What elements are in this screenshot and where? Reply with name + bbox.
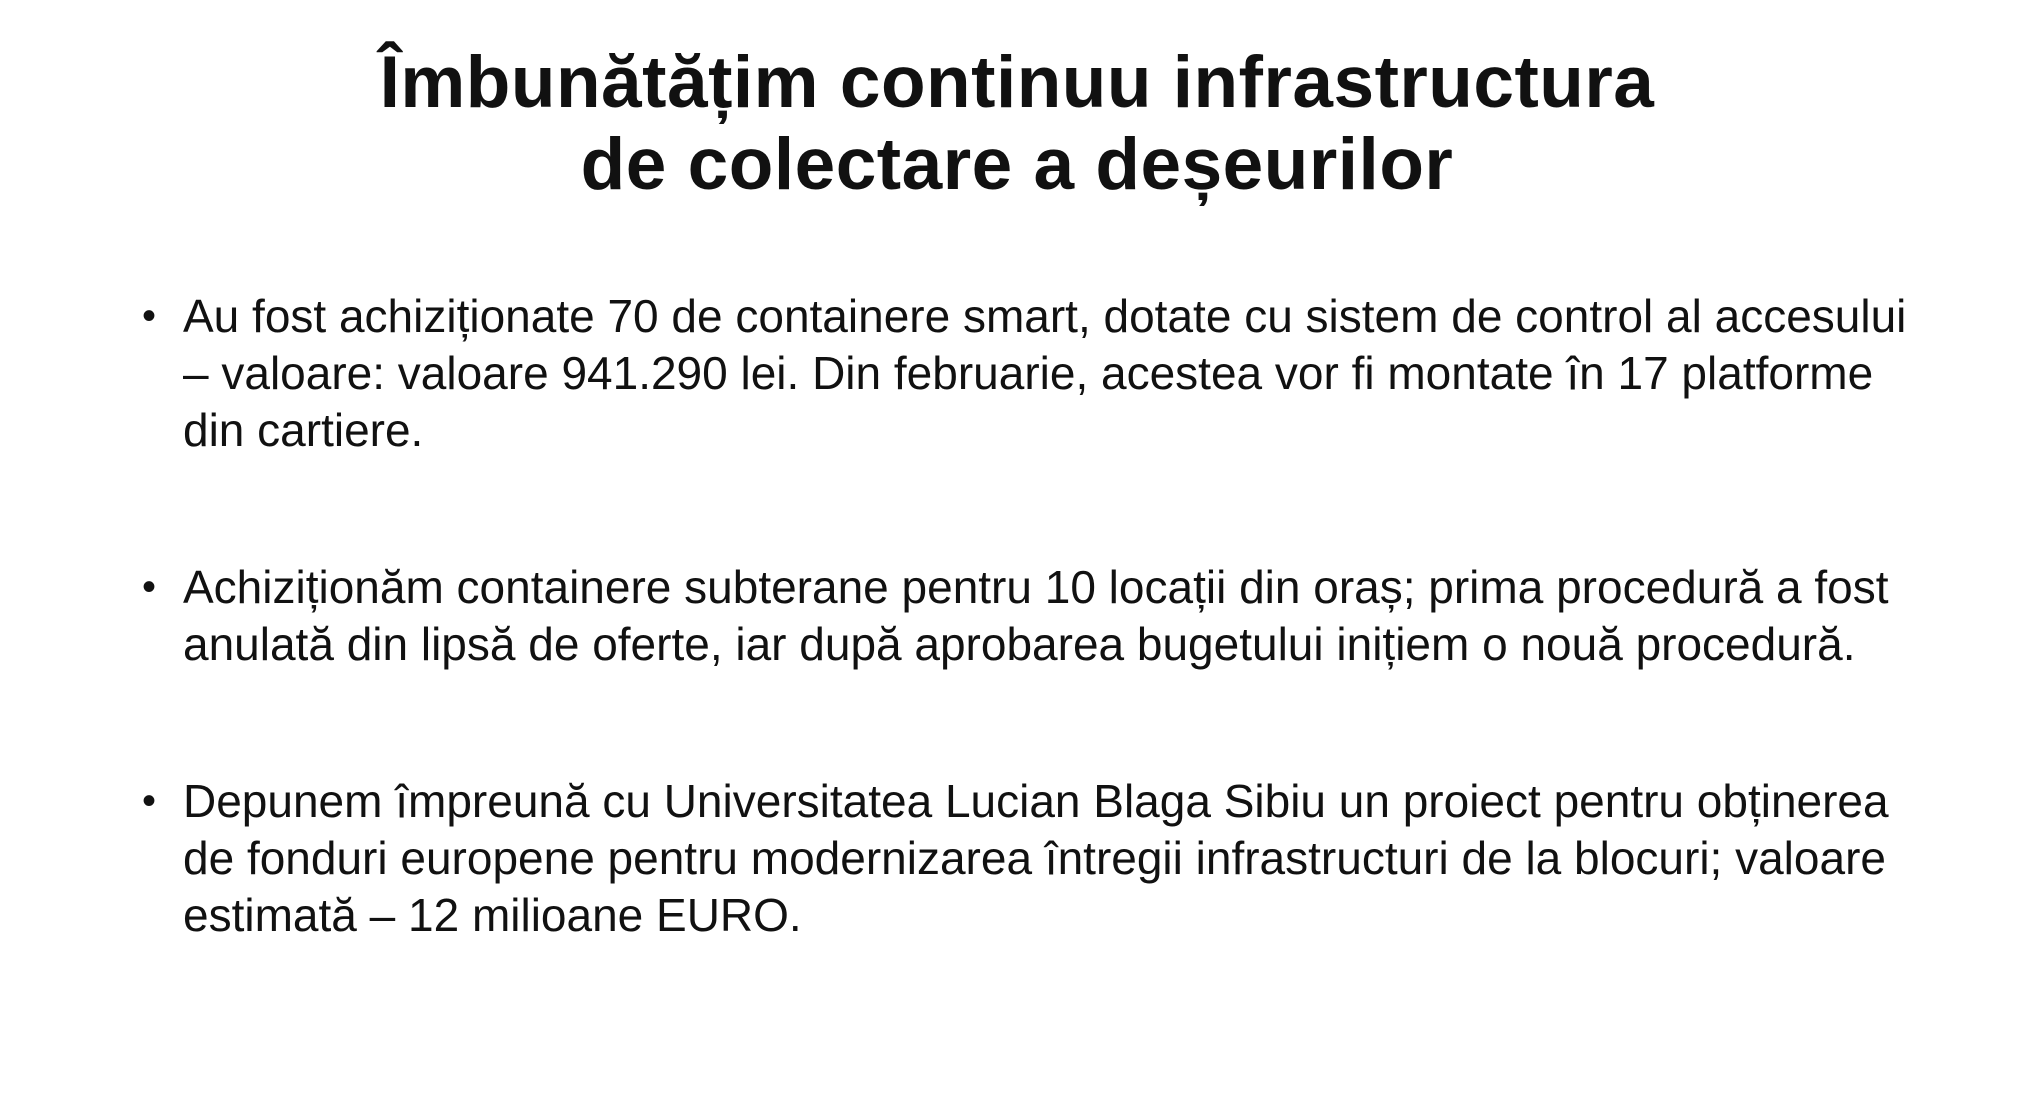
- bullet-item-underground-containers: [142, 559, 1942, 673]
- bullet-point-icon: •: [142, 779, 157, 823]
- bullet-text: Au fost achiziționate 70 de containere smart, dotate cu sistem de control al accesului – valoare: valoare 941.290 lei. Din februarie, acestea vor fi montate în 17 platforme din cartiere.: [183, 290, 1907, 456]
- bullet-item-eu-funding-project: [142, 773, 1942, 944]
- slide-title-line-2: de colectare a deșeurilor: [580, 124, 1454, 205]
- bullet-text: Achiziționăm containere subterane pentru 10 locații din oraș; prima procedură a fost anulată din lipsă de oferte, iar după aprobarea bugetului inițiem o nouă procedură.: [183, 561, 1889, 670]
- bullet-point-icon: •: [142, 294, 157, 338]
- bullet-text: Depunem împreună cu Universitatea Lucian Blaga Sibiu un proiect pentru obținerea de fonduri europene pentru modernizarea întregii infrastructuri de la blocuri; valoare estimată – 12 milioane EURO.: [183, 775, 1889, 941]
- bullet-list: [142, 288, 1942, 1044]
- bullet-item-smart-containers: [142, 288, 1942, 459]
- bullet-point-icon: •: [142, 565, 157, 609]
- slide-title-line-1: Îmbunătățim continuu infrastructura: [379, 42, 1655, 123]
- slide-title: [0, 42, 2034, 206]
